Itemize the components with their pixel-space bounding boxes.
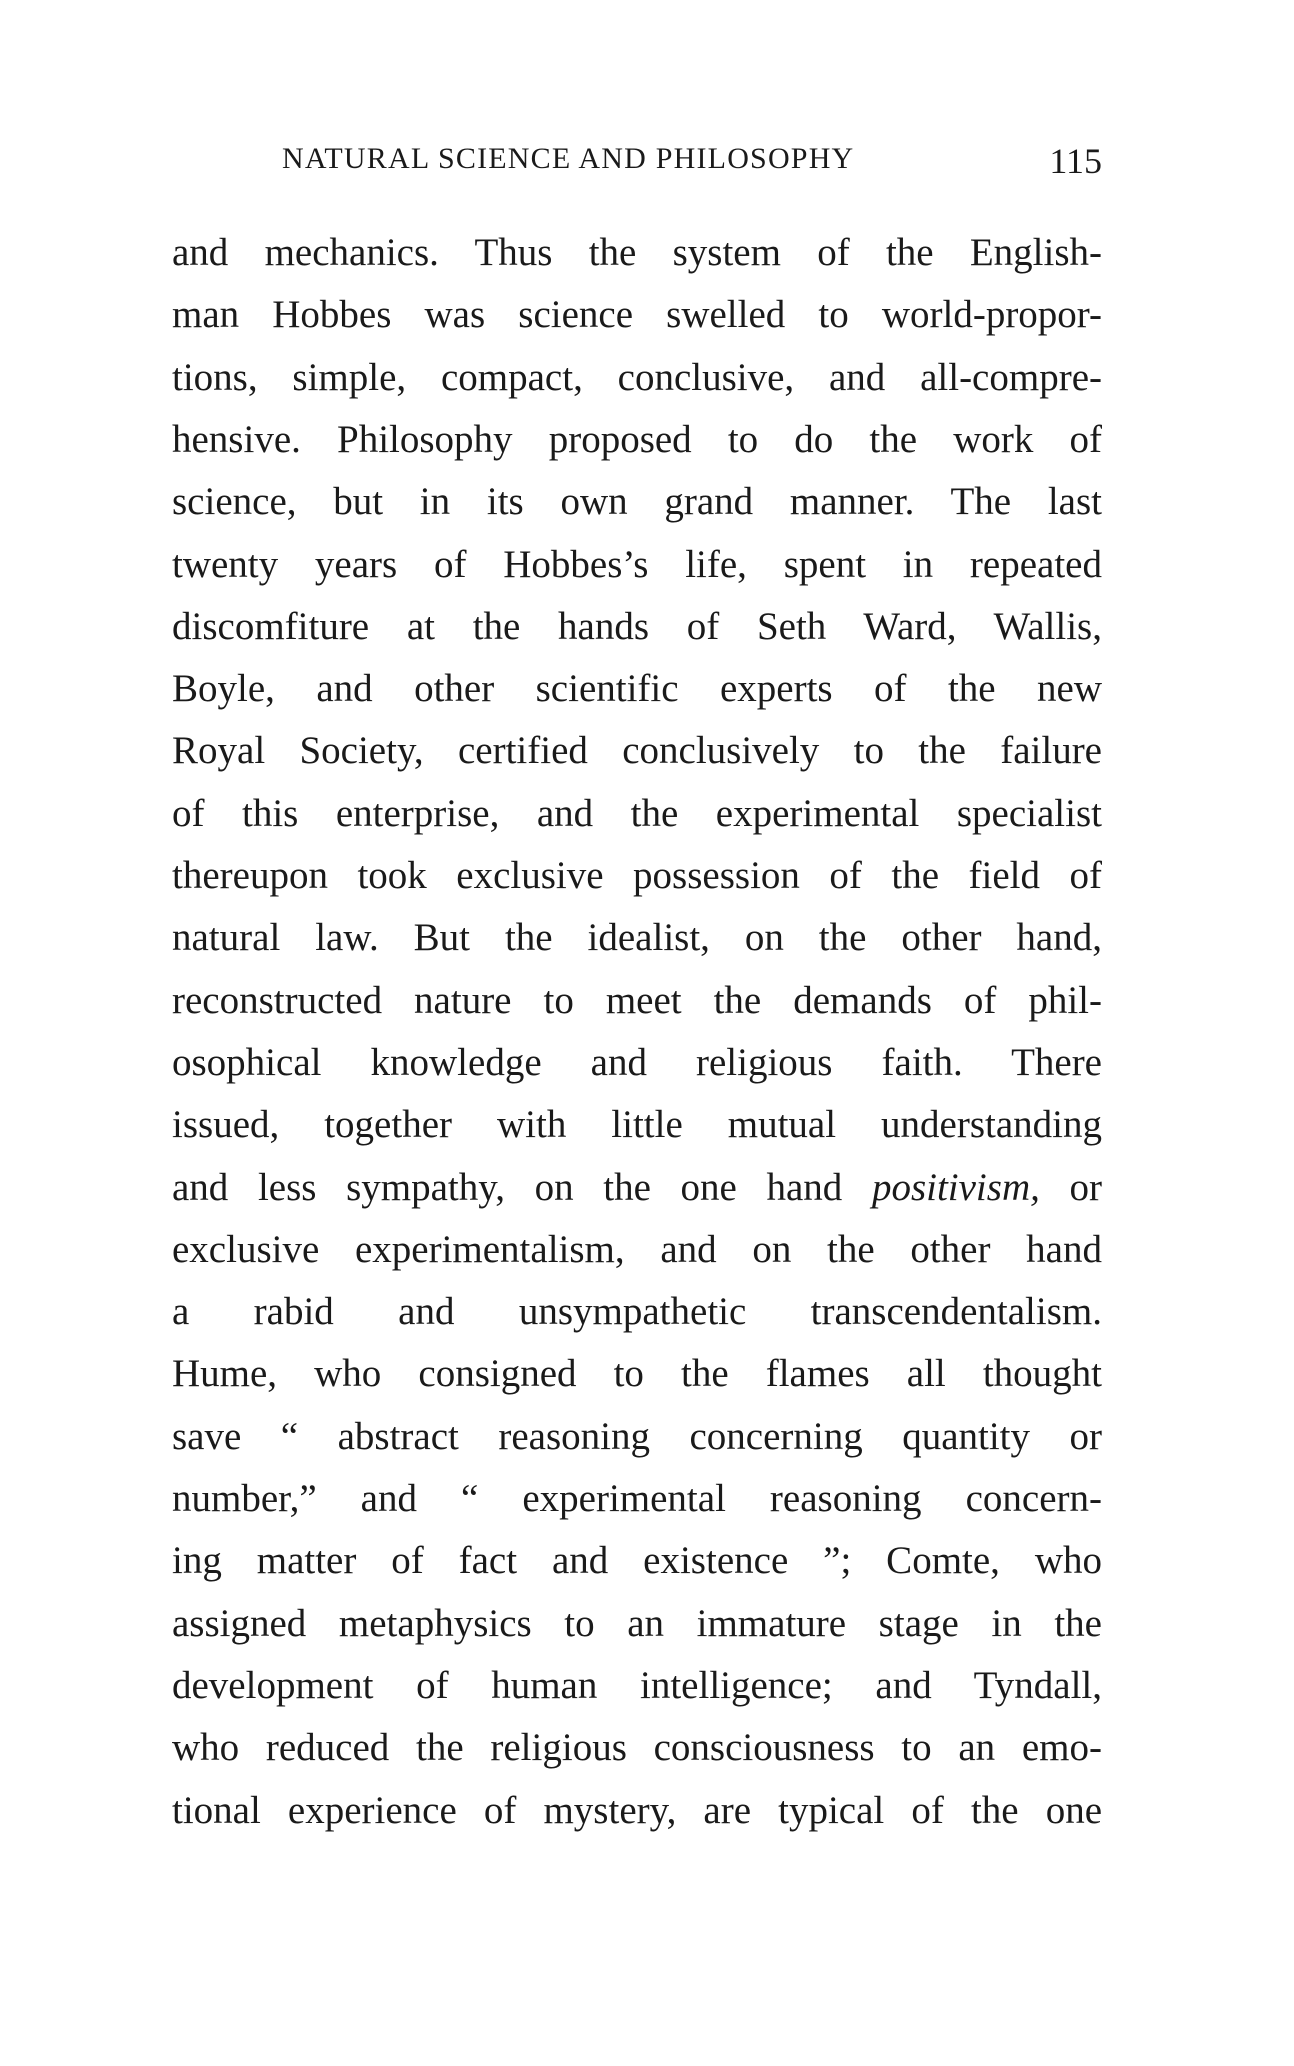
text-line: Hume, who consigned to the flames all thought — [172, 1352, 1102, 1396]
body-text — [172, 222, 1102, 1842]
running-head — [282, 142, 1102, 190]
text-line: who reduced the religious consciousness to an emo- — [172, 1726, 1102, 1770]
text-line: thereupon took exclusive possession of the field of — [172, 854, 1102, 897]
text-segment: and less sympathy, on the one hand — [172, 1165, 872, 1209]
italic-term: positivism, — [871, 1165, 1040, 1209]
text-line: save “ abstract reasoning concerning quantity or — [172, 1414, 1102, 1458]
text-line: science, but in its own grand manner. The last — [172, 480, 1102, 524]
text-line: twenty years of Hobbes’s life, spent in repeated — [172, 542, 1102, 586]
page-number: 115 — [1049, 141, 1102, 181]
text-line: a rabid and unsympathetic transcendentalism. — [172, 1290, 1102, 1334]
text-line: man Hobbes was science swelled to world-propor- — [172, 293, 1102, 337]
text-line: and mechanics. Thus the system of the English- — [172, 231, 1102, 274]
text-line: natural law. But the idealist, on the other hand, — [172, 916, 1102, 960]
text-line: development of human intelligence; and Tyndall, — [172, 1663, 1102, 1707]
text-line: osophical knowledge and religious faith. There — [172, 1040, 1102, 1084]
text-line: hensive. Philosophy proposed to do the work of — [172, 417, 1102, 461]
text-line: ing matter of fact and existence ”; Comte, who — [172, 1539, 1102, 1583]
text-line: tions, simple, compact, conclusive, and all-compre- — [172, 355, 1102, 399]
text-line: number,” and “ experimental reasoning concern- — [172, 1477, 1102, 1520]
text-line: Boyle, and other scientific experts of the new — [172, 667, 1102, 711]
text-line: of this enterprise, and the experimental specialist — [172, 791, 1102, 835]
running-head-title: NATURAL SCIENCE AND PHILOSOPHY — [282, 142, 855, 175]
text-segment: or — [1039, 1165, 1102, 1209]
text-line-positivism — [172, 1157, 1102, 1219]
text-line: reconstructed nature to meet the demands of phil- — [172, 978, 1102, 1022]
text-line: Royal Society, certified conclusively to the failure — [172, 729, 1102, 773]
text-line: tional experience of mystery, are typical of the one — [172, 1788, 1102, 1832]
text-line: issued, together with little mutual understanding — [172, 1103, 1102, 1147]
text-line: discomfiture at the hands of Seth Ward, Wallis, — [172, 604, 1102, 648]
text-line: exclusive experimentalism, and on the other hand — [172, 1227, 1102, 1271]
text-line: assigned metaphysics to an immature stage in the — [172, 1601, 1102, 1645]
